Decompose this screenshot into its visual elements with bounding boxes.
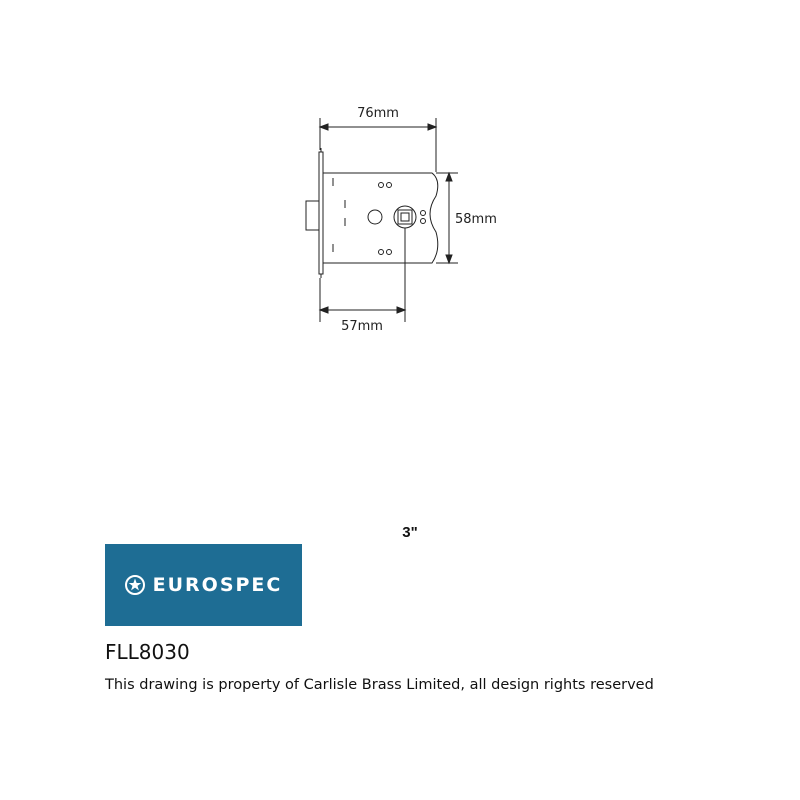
brand-name: EUROSPEC — [152, 574, 283, 596]
latch-bolt — [306, 201, 319, 230]
dimension-backset — [320, 228, 405, 322]
dimension-width — [320, 118, 436, 172]
size-label: 3" — [402, 524, 418, 541]
dimension-backset-label: 57mm — [341, 319, 383, 334]
product-code: FLL8030 — [105, 640, 190, 664]
dimension-height-label: 58mm — [455, 212, 497, 227]
copyright-notice: This drawing is property of Carlisle Brass Limited, all design rights reserved — [105, 677, 654, 693]
forend-plate — [319, 152, 323, 274]
lock-body — [306, 152, 438, 274]
eurospec-logo — [105, 544, 302, 626]
star-circle-icon — [125, 575, 145, 595]
follower-hole — [368, 210, 382, 224]
spindle-follower — [394, 206, 416, 228]
dimension-width-label: 76mm — [357, 106, 399, 121]
